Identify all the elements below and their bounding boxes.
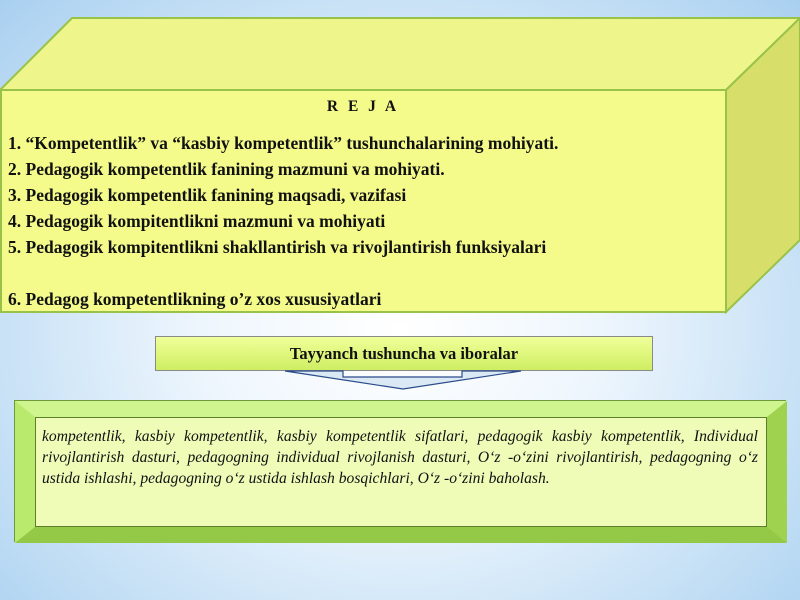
key-terms-text: kompetentlik, kasbiy kompetentlik, kasbiy kompetentlik sifatlari, pedagogik kasbiy kompetentlik, Individual rivojlantirish dasturi, pedagogning individual rivojlanish dasturi, O‘z -o‘zini rivojlantirish, pedagogning o‘z ustida ishlashi, pedagogning o‘z ustida ishlash bosqichlari, O‘z -o‘zini baholash. xyxy=(35,417,767,527)
key-terms-frame xyxy=(14,400,786,542)
plan-content xyxy=(0,90,726,312)
plan-list xyxy=(8,130,726,312)
plan-item-6: 6. Pedagog kompetentlikning o’z xos xususiyatlari xyxy=(8,289,382,309)
plan-item-1: 1. “Kompetentlik” va “kasbiy kompetentlik” tushunchalarining mohiyati. xyxy=(8,133,559,153)
plan-item-2: 2. Pedagogik kompetentlik fanining mazmuni va mohiyati. xyxy=(8,159,445,179)
down-arrow-icon xyxy=(285,370,525,394)
plan-title: R E J A xyxy=(326,98,400,115)
key-terms-heading: Tayyanch tushuncha va iboralar xyxy=(289,343,519,363)
plan-item-3: 3. Pedagogik kompetentlik fanining maqsadi, vazifasi xyxy=(8,185,407,205)
plan-box-top-face xyxy=(0,18,800,90)
plan-item-4: 4. Pedagogik kompitentlikni mazmuni va mohiyati xyxy=(8,211,386,231)
plan-item-5: 5. Pedagogik kompitentlikni shakllantirish va rivojlantirish funksiyalari xyxy=(8,237,547,257)
key-terms-banner xyxy=(155,336,653,371)
